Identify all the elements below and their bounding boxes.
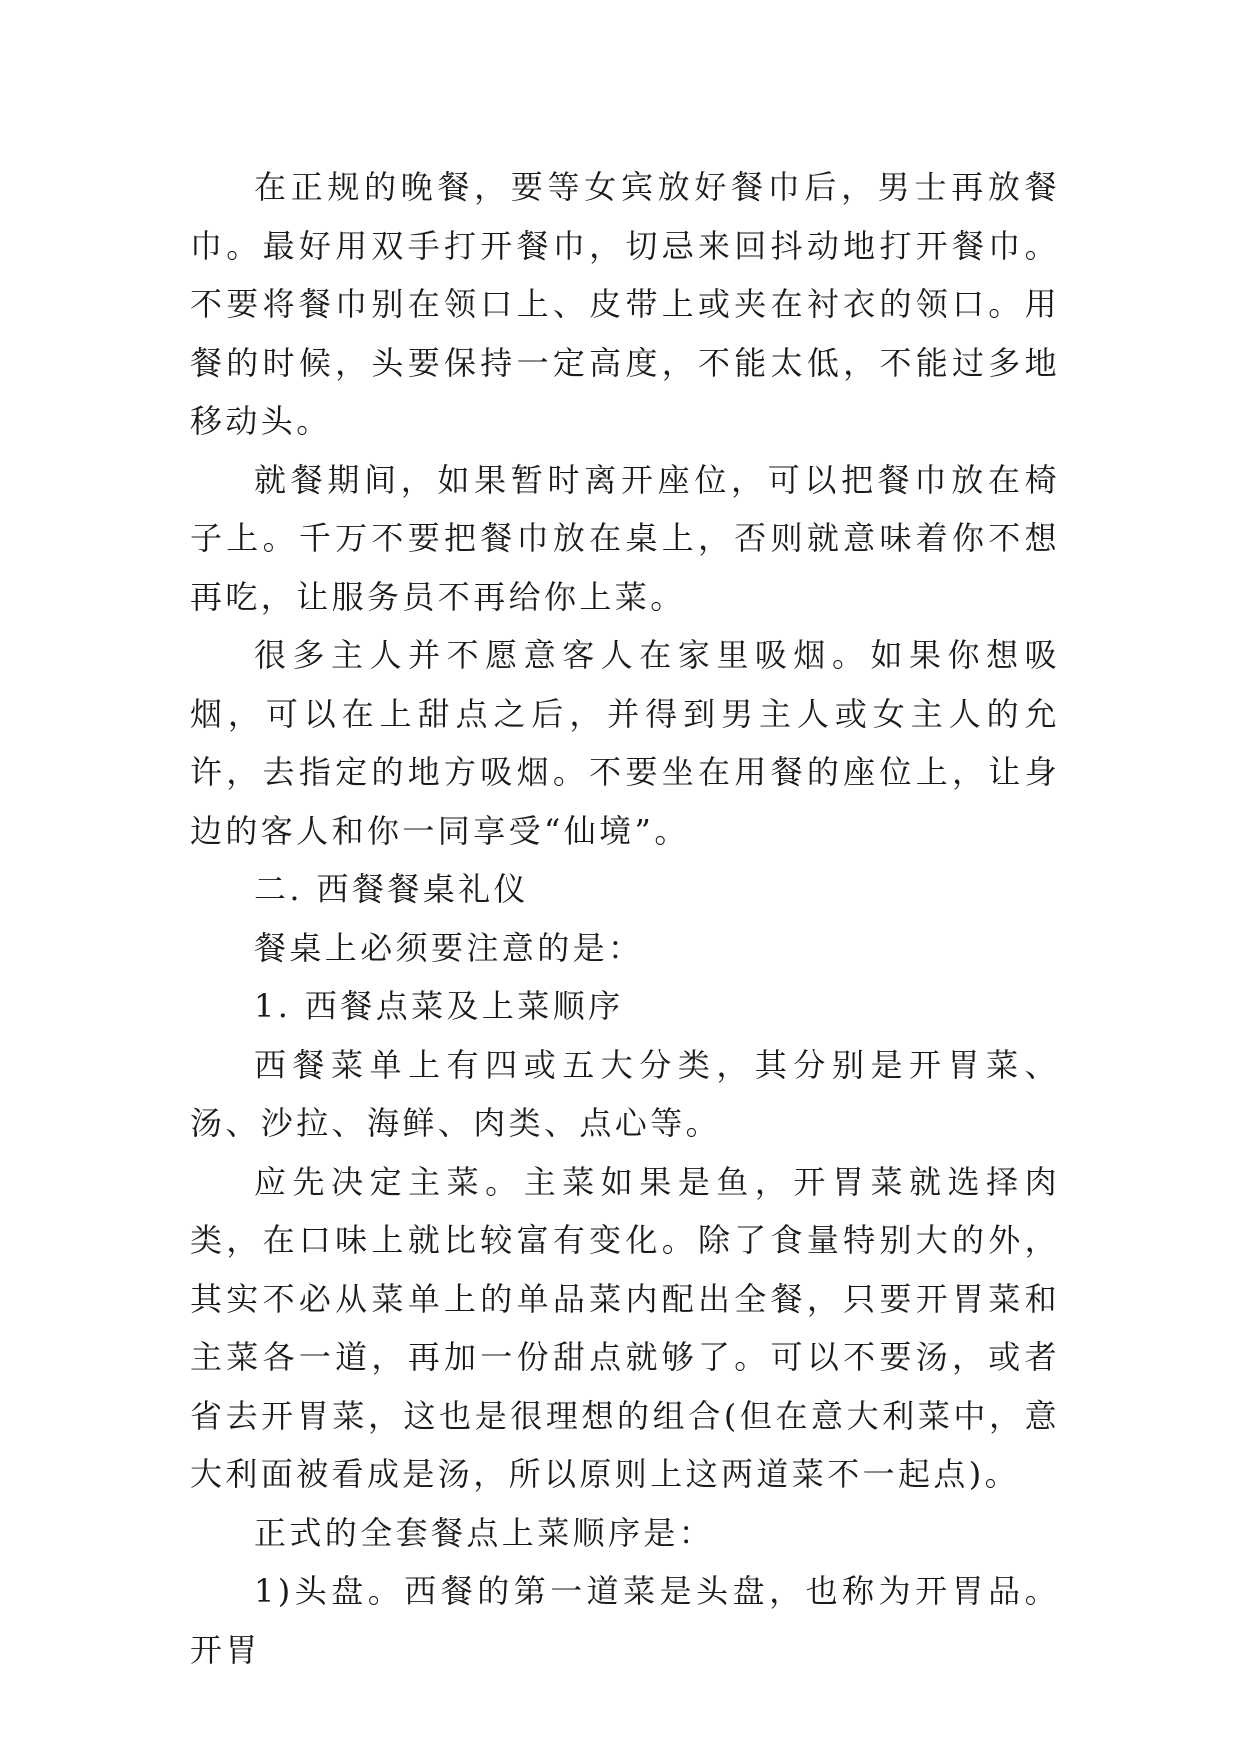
paragraph-menu-categories: 西餐菜单上有四或五大分类，其分别是开胃菜、汤、沙拉、海鲜、肉类、点心等。 (190, 1045, 1060, 1142)
paragraph-appetizer: 1)头盘。西餐的第一道菜是头盘，也称为开胃品。开胃 (190, 1572, 1060, 1669)
paragraph-leaving-seat: 就餐期间，如果暂时离开座位，可以把餐巾放在椅子上。千万不要把餐巾放在桌上，否则就意味着你不想再吃，让服务员不再给你上菜。 (190, 460, 1060, 616)
paragraph-napkin-etiquette: 在正规的晚餐，要等女宾放好餐巾后，男士再放餐巾。最好用双手打开餐巾，切忌来回抖动地打开餐巾。不要将餐巾别在领口上、皮带上或夹在衬衣的领口。用餐的时候，头要保持一定高度，不能太低，不能过多地移动头。 (190, 168, 1060, 440)
paragraph-serving-order-intro: 正式的全套餐点上菜顺序是： (254, 1513, 715, 1552)
paragraph-attention-intro: 餐桌上必须要注意的是： (254, 928, 644, 967)
document-body (190, 158, 1060, 1679)
section-heading-table-etiquette: 二. 西餐餐桌礼仪 (254, 870, 529, 908)
paragraph-main-course: 应先决定主菜。主菜如果是鱼，开胃菜就选择肉类，在口味上就比较富有变化。除了食量特别大的外，其实不必从菜单上的单品菜内配出全餐，只要开胃菜和主菜各一道，再加一份甜点就够了。可以不要汤，或者省去开胃菜，这也是很理想的组合(但在意大利菜中，意大利面被看成是汤，所以原则上这两道菜不一起点)。 (190, 1162, 1060, 1493)
paragraph-smoking: 很多主人并不愿意客人在家里吸烟。如果你想吸烟，可以在上甜点之后，并得到男主人或女主人的允许，去指定的地方吸烟。不要坐在用餐的座位上，让身边的客人和你一同享受“仙境”。 (190, 636, 1060, 850)
subheading-ordering-sequence: 1. 西餐点菜及上菜顺序 (254, 987, 624, 1025)
